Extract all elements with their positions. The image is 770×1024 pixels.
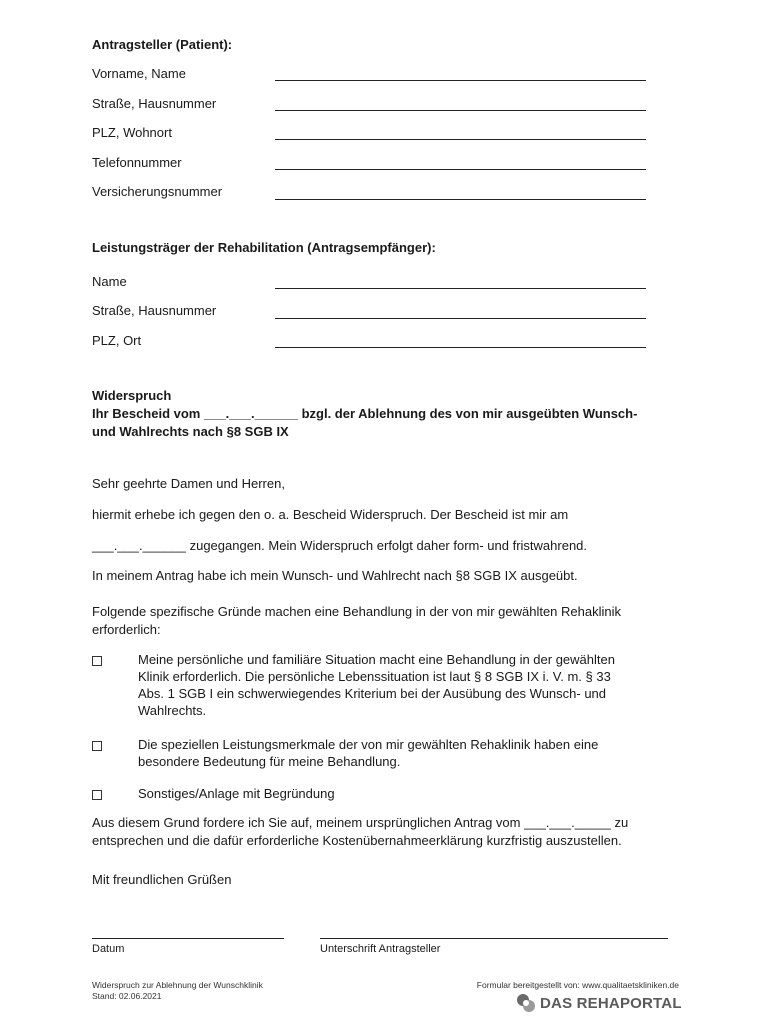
subject-title: Widerspruch (92, 388, 172, 403)
subject-line-3: und Wahlrechts nach §8 SGB IX (92, 424, 289, 439)
applicant-city-field[interactable] (275, 121, 646, 140)
applicant-city-label: PLZ, Wohnort (92, 125, 172, 140)
footer-version-date: Stand: 02.06.2021 (92, 991, 162, 1001)
paragraph-objection: hiermit erhebe ich gegen den o. a. Bescheid Widerspruch. Der Bescheid ist mir am (92, 507, 569, 522)
paragraph-request: In meinem Antrag habe ich mein Wunsch- und Wahlrecht nach §8 SGB IX ausgeübt. (92, 568, 578, 583)
carrier-name-field[interactable] (275, 270, 646, 289)
reason-3-checkbox[interactable] (92, 790, 102, 800)
reasons-intro-line-1: Folgende spezifische Gründe machen eine Behandlung in der von mir gewählten Rehaklinik (92, 604, 621, 619)
paragraph-demand (92, 814, 692, 850)
reason-2-checkbox[interactable] (92, 741, 102, 751)
carrier-heading: Leistungsträger der Rehabilitation (Antragsempfänger): (92, 240, 436, 255)
reasons-intro-line-2: erforderlich: (92, 622, 161, 637)
rehaportal-logo (516, 992, 682, 1014)
rehaportal-logo-icon (516, 993, 536, 1013)
applicant-insurance-label: Versicherungsnummer (92, 184, 223, 199)
reason-1-line: Meine persönliche und familiäre Situation macht eine Behandlung in der gewählten (138, 652, 615, 667)
reason-1-text (138, 651, 678, 719)
reason-2-text (138, 736, 678, 770)
reason-3-line: Sonstiges/Anlage mit Begründung (138, 786, 335, 801)
footer-left (92, 980, 263, 1002)
carrier-city-field[interactable] (275, 329, 646, 348)
reason-1-checkbox[interactable] (92, 656, 102, 666)
applicant-heading: Antragsteller (Patient): (92, 37, 233, 52)
date-label: Datum (92, 943, 125, 955)
demand-line-1: Aus diesem Grund fordere ich Sie auf, meinem ursprünglichen Antrag vom ___.___._____ zu (92, 815, 629, 830)
footer-provider: Formular bereitgestellt von: www.qualitaetskliniken.de (476, 980, 679, 990)
reason-1-line: Wahlrechts. (138, 703, 207, 718)
reason-1-line: Klinik erforderlich. Die persönliche Lebenssituation ist laut § 8 SGB IX i. V. m. § 33 (138, 669, 611, 684)
demand-line-2: entsprechen und die dafür erforderliche Kostenübernahmeerklärung kurzfristig auszustellen. (92, 833, 622, 848)
applicant-name-label: Vorname, Name (92, 66, 186, 81)
reason-3-text (138, 785, 678, 802)
applicant-phone-label: Telefonnummer (92, 155, 182, 170)
applicant-name-field[interactable] (275, 62, 646, 81)
carrier-name-label: Name (92, 274, 127, 289)
paragraph-reasons-intro (92, 603, 692, 639)
salutation: Sehr geehrte Damen und Herren, (92, 476, 285, 491)
reason-2-line: Die speziellen Leistungsmerkmale der von mir gewählten Rehaklinik haben eine (138, 737, 599, 752)
paragraph-received: ___.___.______ zugegangen. Mein Widerspruch erfolgt daher form- und fristwahrend. (92, 538, 588, 553)
footer-document-title: Widerspruch zur Ablehnung der Wunschklinik (92, 980, 263, 990)
carrier-street-label: Straße, Hausnummer (92, 303, 217, 318)
reason-1-line: Abs. 1 SGB I ein schwerwiegendes Kriterium bei der Ausübung des Wunsch- und (138, 686, 607, 701)
reason-2-line: besondere Bedeutung für meine Behandlung. (138, 754, 401, 769)
signature-label: Unterschrift Antragsteller (320, 943, 441, 955)
subject-block (92, 387, 692, 441)
signature-line[interactable] (320, 938, 668, 939)
applicant-phone-field[interactable] (275, 151, 646, 170)
date-line[interactable] (92, 938, 284, 939)
applicant-insurance-field[interactable] (275, 181, 646, 200)
carrier-city-label: PLZ, Ort (92, 333, 142, 348)
subject-line-2: Ihr Bescheid vom ___.___.______ bzgl. der Ablehnung des von mir ausgeübten Wunsch- (92, 406, 638, 421)
applicant-street-label: Straße, Hausnummer (92, 96, 217, 111)
applicant-street-field[interactable] (275, 92, 646, 111)
carrier-street-field[interactable] (275, 300, 646, 319)
rehaportal-logo-text: DAS REHAPORTAL (540, 994, 682, 1012)
closing: Mit freundlichen Grüßen (92, 872, 232, 887)
